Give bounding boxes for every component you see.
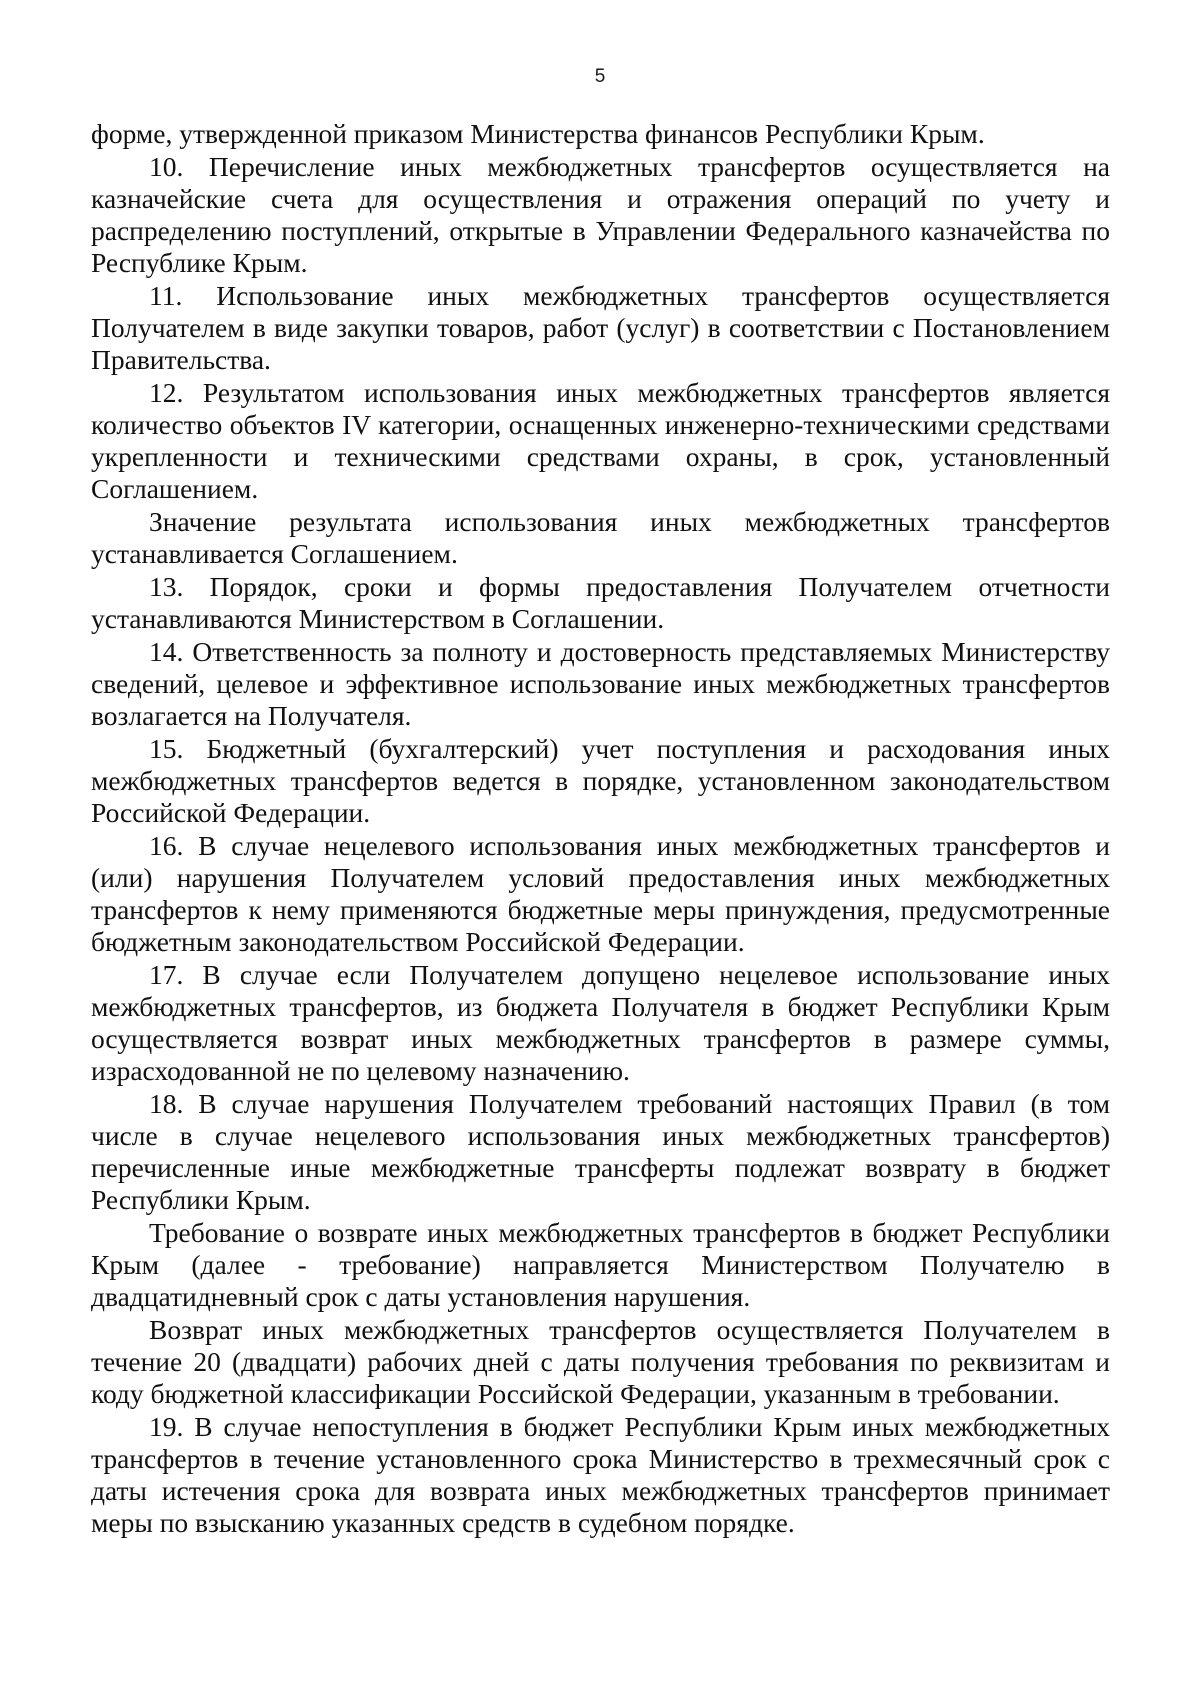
paragraph-11: 11. Использование иных межбюджетных трансфертов осуществляется Получателем в виде закупки товаров, работ (услуг) в соответствии с Постановлением Правительства.: [91, 280, 1110, 375]
paragraph-12-result-value: Значение результата использования иных межбюджетных трансфертов устанавливается Соглашением.: [91, 506, 1110, 569]
paragraph-10: 10. Перечисление иных межбюджетных трансфертов осуществляется на казначейские счета для осуществления и отражения операций по учету и распределению поступлений, открытые в Управлении Федерального казначейства по Республике Крым.: [91, 151, 1110, 278]
paragraph-13: 13. Порядок, сроки и формы предоставления Получателем отчетности устанавливаются Министерством в Соглашении.: [91, 571, 1110, 634]
page-number: 5: [594, 66, 606, 87]
paragraph-18-demand: Требование о возврате иных межбюджетных трансфертов в бюджет Республики Крым (далее - требование) направляется Министерством Получателю в двадцатидневный срок с даты установления нарушения.: [91, 1217, 1110, 1312]
paragraph-14: 14. Ответственность за полноту и достоверность представляемых Министерству сведений, целевое и эффективное использование иных межбюджетных трансфертов возлагается на Получателя.: [91, 636, 1110, 731]
document-body: [91, 118, 1110, 1540]
paragraph-15: 15. Бюджетный (бухгалтерский) учет поступления и расходования иных межбюджетных трансфертов ведется в порядке, установленном законодательством Российской Федерации.: [91, 733, 1110, 828]
paragraph-19: 19. В случае непоступления в бюджет Республики Крым иных межбюджетных трансфертов в течение установленного срока Министерство в трехмесячный срок с даты истечения срока для возврата иных межбюджетных трансфертов принимает меры по взысканию указанных средств в судебном порядке.: [91, 1411, 1110, 1538]
paragraph-continuation: форме, утвержденной приказом Министерства финансов Республики Крым.: [91, 118, 985, 149]
paragraph-18-refund: Возврат иных межбюджетных трансфертов осуществляется Получателем в течение 20 (двадцати) рабочих дней с даты получения требования по реквизитам и коду бюджетной классификации Российской Федерации, указанным в требовании.: [91, 1314, 1110, 1409]
paragraph-16: 16. В случае нецелевого использования иных межбюджетных трансфертов и (или) нарушения Получателем условий предоставления иных межбюджетных трансфертов к нему применяются бюджетные меры принуждения, предусмотренные бюджетным законодательством Российской Федерации.: [91, 830, 1110, 957]
paragraph-12: 12. Результатом использования иных межбюджетных трансфертов является количество объектов IV категории, оснащенных инженерно-техническими средствами укрепленности и техническими средствами охраны, в срок, установленный Соглашением.: [91, 377, 1110, 504]
paragraph-17: 17. В случае если Получателем допущено нецелевое использование иных межбюджетных трансфертов, из бюджета Получателя в бюджет Республики Крым осуществляется возврат иных межбюджетных трансфертов в размере суммы, израсходованной не по целевому назначению.: [91, 959, 1110, 1086]
paragraph-18: 18. В случае нарушения Получателем требований настоящих Правил (в том числе в случае нецелевого использования иных межбюджетных трансфертов) перечисленные иные межбюджетные трансферты подлежат возврату в бюджет Республики Крым.: [91, 1088, 1110, 1215]
